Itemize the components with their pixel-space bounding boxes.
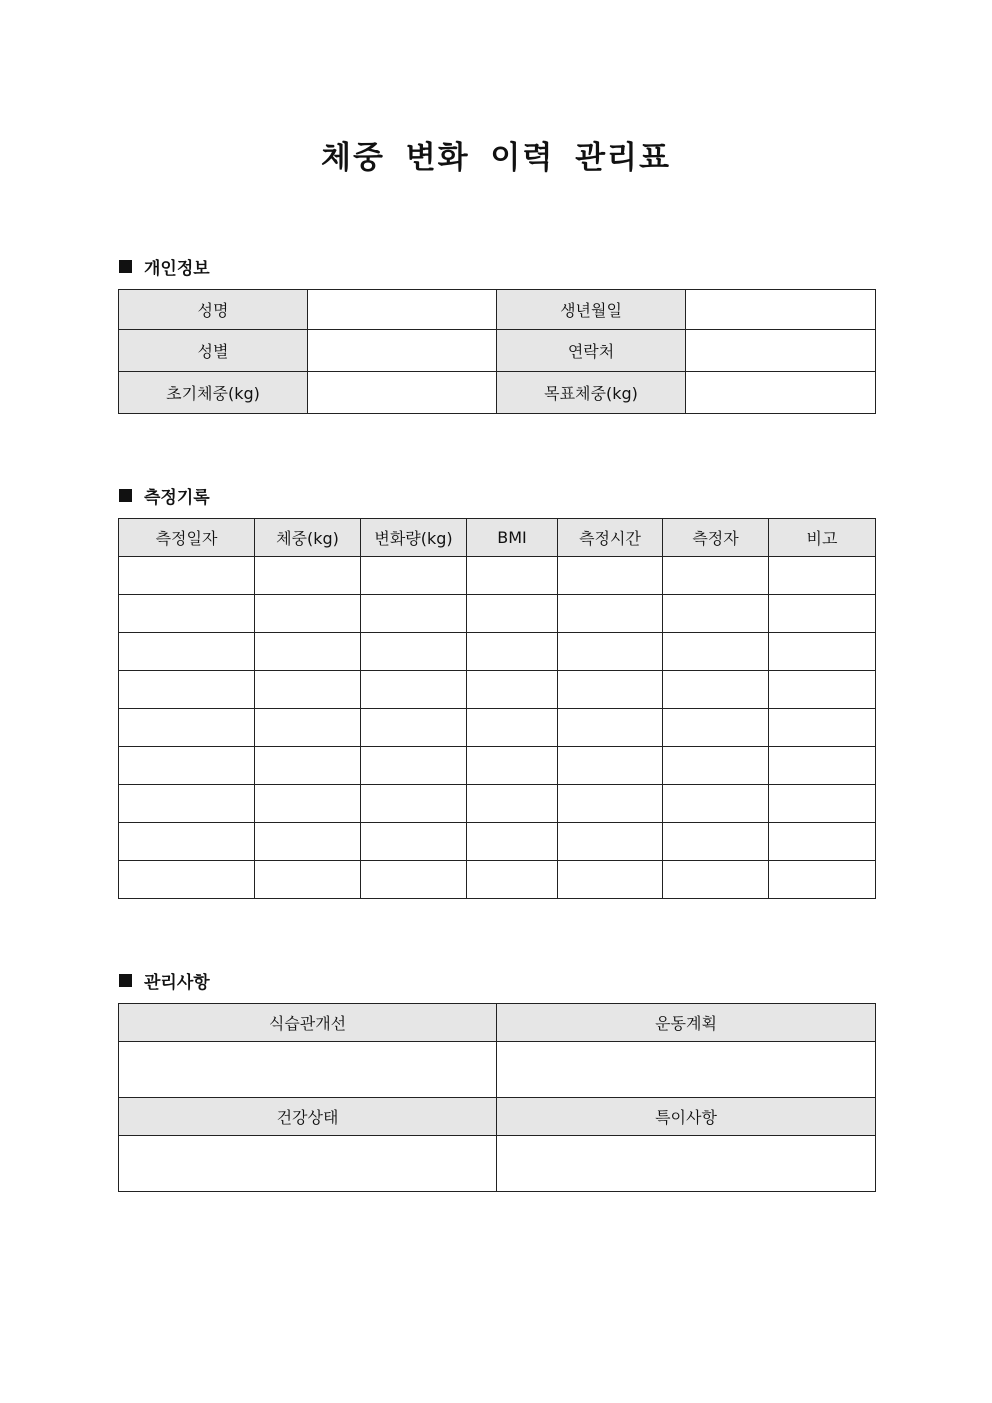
health-status-field[interactable] bbox=[119, 1136, 497, 1192]
table-row bbox=[119, 290, 876, 330]
record-cell[interactable] bbox=[467, 823, 558, 861]
record-cell[interactable] bbox=[769, 557, 876, 595]
target-weight-field[interactable] bbox=[686, 372, 876, 414]
record-cell[interactable] bbox=[361, 671, 467, 709]
field-label: 식습관개선 bbox=[119, 1004, 497, 1042]
record-cell[interactable] bbox=[255, 557, 361, 595]
table-row bbox=[119, 785, 876, 823]
field-label: 연락처 bbox=[497, 330, 686, 372]
record-cell[interactable] bbox=[255, 633, 361, 671]
special-notes-field[interactable] bbox=[497, 1136, 876, 1192]
record-cell[interactable] bbox=[558, 671, 663, 709]
record-cell[interactable] bbox=[255, 823, 361, 861]
column-header: 측정일자 bbox=[119, 519, 255, 557]
exercise-plan-field[interactable] bbox=[497, 1042, 876, 1098]
column-header: 측정자 bbox=[663, 519, 769, 557]
field-label: 성명 bbox=[119, 290, 308, 330]
table-row bbox=[119, 633, 876, 671]
record-cell[interactable] bbox=[558, 709, 663, 747]
birthdate-field[interactable] bbox=[686, 290, 876, 330]
contact-field[interactable] bbox=[686, 330, 876, 372]
record-cell[interactable] bbox=[361, 823, 467, 861]
record-cell[interactable] bbox=[119, 595, 255, 633]
table-row bbox=[119, 747, 876, 785]
field-label: 생년월일 bbox=[497, 290, 686, 330]
record-cell[interactable] bbox=[119, 557, 255, 595]
table-row bbox=[119, 557, 876, 595]
record-cell[interactable] bbox=[467, 595, 558, 633]
record-cell[interactable] bbox=[663, 823, 769, 861]
section-heading-personal bbox=[119, 254, 210, 279]
record-cell[interactable] bbox=[255, 709, 361, 747]
record-cell[interactable] bbox=[361, 557, 467, 595]
record-cell[interactable] bbox=[119, 861, 255, 899]
record-cell[interactable] bbox=[558, 861, 663, 899]
record-cell[interactable] bbox=[361, 633, 467, 671]
record-cell[interactable] bbox=[467, 709, 558, 747]
record-cell[interactable] bbox=[361, 747, 467, 785]
table-row bbox=[119, 372, 876, 414]
section-heading-records bbox=[119, 483, 210, 508]
record-cell[interactable] bbox=[361, 861, 467, 899]
column-header: 체중(kg) bbox=[255, 519, 361, 557]
record-cell[interactable] bbox=[119, 671, 255, 709]
section-heading-management bbox=[119, 968, 210, 993]
table-row bbox=[119, 709, 876, 747]
management-notes-table bbox=[118, 1003, 876, 1192]
record-cell[interactable] bbox=[467, 633, 558, 671]
gender-field[interactable] bbox=[308, 330, 497, 372]
record-cell[interactable] bbox=[663, 671, 769, 709]
field-label: 목표체중(kg) bbox=[497, 372, 686, 414]
record-cell[interactable] bbox=[361, 709, 467, 747]
record-cell[interactable] bbox=[467, 747, 558, 785]
record-cell[interactable] bbox=[769, 595, 876, 633]
record-cell[interactable] bbox=[663, 709, 769, 747]
record-cell[interactable] bbox=[558, 557, 663, 595]
column-header: 변화량(kg) bbox=[361, 519, 467, 557]
record-cell[interactable] bbox=[119, 747, 255, 785]
measurement-records-table bbox=[118, 518, 876, 899]
column-header: 비고 bbox=[769, 519, 876, 557]
record-cell[interactable] bbox=[255, 861, 361, 899]
column-header: BMI bbox=[467, 519, 558, 557]
record-cell[interactable] bbox=[769, 633, 876, 671]
record-cell[interactable] bbox=[769, 823, 876, 861]
table-row bbox=[119, 823, 876, 861]
record-cell[interactable] bbox=[769, 709, 876, 747]
record-cell[interactable] bbox=[663, 861, 769, 899]
table-row bbox=[119, 330, 876, 372]
table-row bbox=[119, 1042, 876, 1098]
square-bullet-icon bbox=[119, 260, 132, 273]
record-cell[interactable] bbox=[361, 785, 467, 823]
record-cell[interactable] bbox=[119, 823, 255, 861]
field-label: 건강상태 bbox=[119, 1098, 497, 1136]
record-cell[interactable] bbox=[769, 785, 876, 823]
table-row bbox=[119, 1004, 876, 1042]
record-cell[interactable] bbox=[769, 861, 876, 899]
record-cell[interactable] bbox=[255, 595, 361, 633]
record-cell[interactable] bbox=[361, 595, 467, 633]
record-cell[interactable] bbox=[467, 671, 558, 709]
record-cell[interactable] bbox=[467, 785, 558, 823]
record-cell[interactable] bbox=[663, 595, 769, 633]
record-cell[interactable] bbox=[467, 557, 558, 595]
record-cell[interactable] bbox=[663, 633, 769, 671]
table-row bbox=[119, 671, 876, 709]
record-cell[interactable] bbox=[119, 633, 255, 671]
diet-improvement-field[interactable] bbox=[119, 1042, 497, 1098]
record-cell[interactable] bbox=[663, 747, 769, 785]
table-row bbox=[119, 595, 876, 633]
record-cell[interactable] bbox=[558, 785, 663, 823]
column-header: 측정시간 bbox=[558, 519, 663, 557]
page-title: 체중 변화 이력 관리표 bbox=[321, 140, 671, 176]
section-heading-label: 개인정보 bbox=[144, 259, 210, 279]
table-row bbox=[119, 1136, 876, 1192]
field-label: 성별 bbox=[119, 330, 308, 372]
record-cell[interactable] bbox=[558, 595, 663, 633]
record-cell[interactable] bbox=[769, 747, 876, 785]
record-cell[interactable] bbox=[769, 671, 876, 709]
record-cell[interactable] bbox=[663, 785, 769, 823]
record-cell[interactable] bbox=[558, 747, 663, 785]
record-cell[interactable] bbox=[558, 633, 663, 671]
record-cell[interactable] bbox=[663, 557, 769, 595]
section-heading-label: 측정기록 bbox=[144, 488, 210, 508]
personal-info-table bbox=[118, 289, 876, 414]
name-field[interactable] bbox=[308, 290, 497, 330]
field-label: 운동계획 bbox=[497, 1004, 876, 1042]
record-cell[interactable] bbox=[255, 785, 361, 823]
square-bullet-icon bbox=[119, 974, 132, 987]
section-heading-label: 관리사항 bbox=[144, 973, 210, 993]
record-cell[interactable] bbox=[467, 861, 558, 899]
field-label: 초기체중(kg) bbox=[119, 372, 308, 414]
record-cell[interactable] bbox=[119, 709, 255, 747]
field-label: 특이사항 bbox=[497, 1098, 876, 1136]
record-cell[interactable] bbox=[558, 823, 663, 861]
record-cell[interactable] bbox=[255, 747, 361, 785]
record-cell[interactable] bbox=[119, 785, 255, 823]
record-cell[interactable] bbox=[255, 671, 361, 709]
square-bullet-icon bbox=[119, 489, 132, 502]
table-header-row bbox=[119, 519, 876, 557]
table-row bbox=[119, 1098, 876, 1136]
table-row bbox=[119, 861, 876, 899]
initial-weight-field[interactable] bbox=[308, 372, 497, 414]
